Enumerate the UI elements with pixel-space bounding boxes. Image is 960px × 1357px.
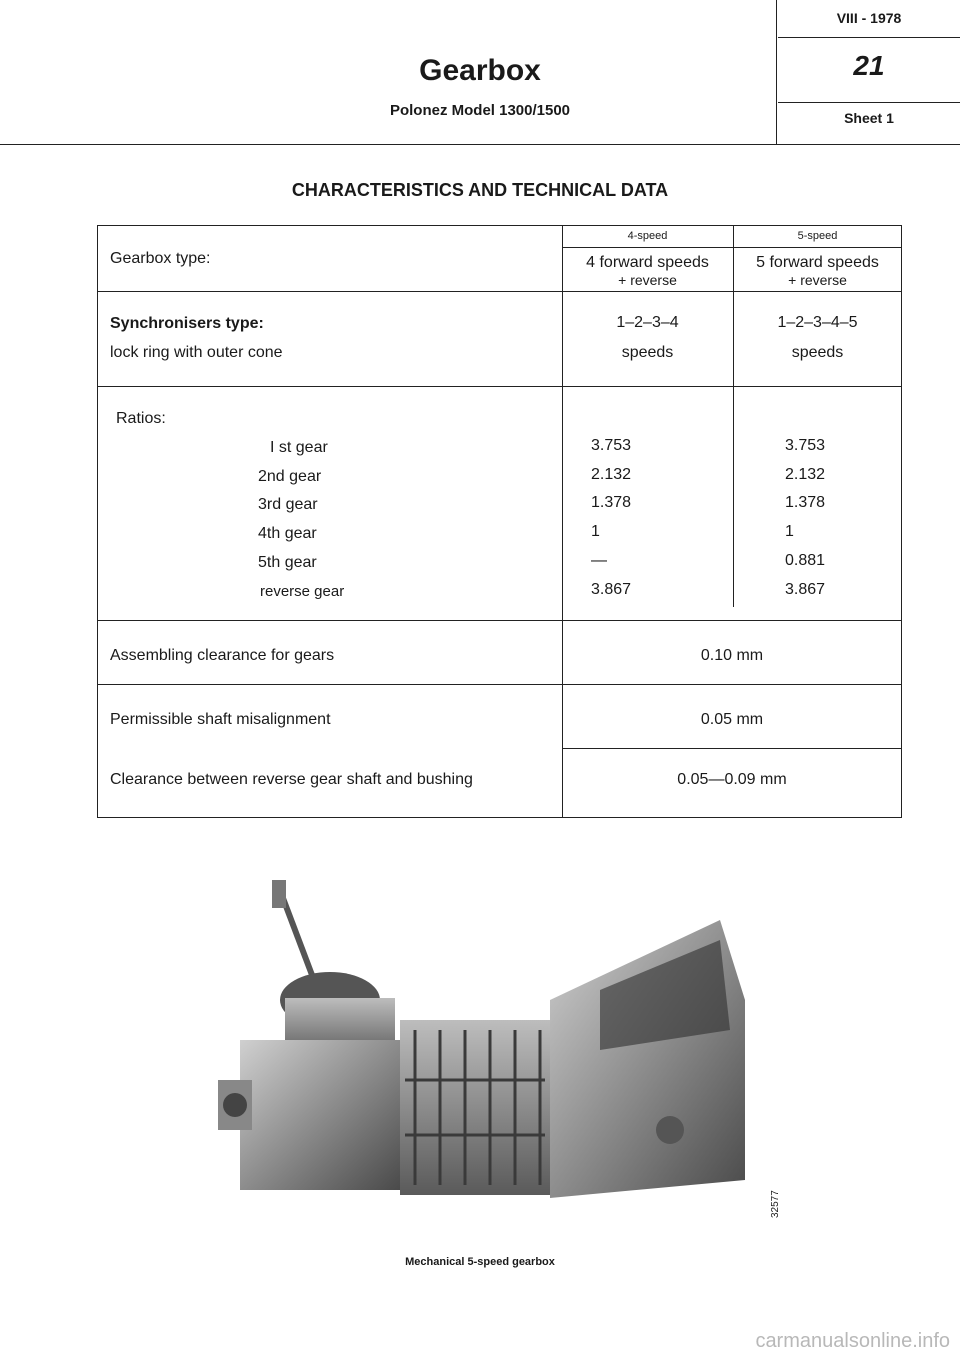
gearbox-type-4speed-reverse: + reverse (618, 272, 677, 288)
table-row-divider (97, 620, 902, 621)
gearbox-type-5speed: 5 forward speeds (756, 254, 879, 271)
synchronisers-sublabel: lock ring with outer cone (110, 344, 283, 361)
page-title: Gearbox (419, 54, 541, 87)
ratio-gear: 5th gear (258, 554, 317, 571)
ratio-gear: reverse gear (260, 583, 345, 600)
reverse-clearance-value: 0.05—0.09 mm (677, 771, 787, 788)
gearbox-photo (200, 880, 760, 1210)
ratio-4speed: 3.867 (591, 581, 632, 598)
ratio-gear: 3rd gear (258, 496, 318, 513)
section-number: 21 (853, 50, 885, 81)
ratio-gear: 4th gear (258, 525, 317, 542)
table-row-divider (97, 291, 902, 292)
assembling-clearance-label: Assembling clearance for gears (110, 647, 335, 664)
table-row-divider (562, 748, 902, 749)
synchronisers-4speed: 1–2–3–4 (616, 314, 679, 331)
ratio-5speed: 3.753 (785, 437, 826, 454)
ratio-4speed: 1 (591, 523, 600, 540)
ratio-4speed: 2.132 (591, 466, 632, 483)
sheet-label: Sheet 1 (844, 110, 894, 126)
photo-reference-number: 32577 (770, 1190, 781, 1218)
reverse-clearance-label: Clearance between reverse gear shaft and bushing (110, 771, 473, 788)
shaft-misalignment-value: 0.05 mm (700, 711, 764, 728)
page-subtitle: Polonez Model 1300/1500 (389, 102, 571, 119)
ratio-5speed: 1 (785, 523, 794, 540)
gearbox-type-5speed-reverse: + reverse (788, 272, 847, 288)
ratio-5speed: 2.132 (785, 466, 826, 483)
table-row-divider (97, 386, 902, 387)
ratios-label: Ratios: (116, 410, 166, 427)
table-row-divider (562, 247, 902, 248)
shaft-misalignment-label: Permissible shaft misalignment (110, 711, 331, 728)
header-divider (778, 37, 960, 38)
ratio-5speed: 0.881 (785, 552, 826, 569)
gearbox-type-4speed: 4 forward speeds (586, 254, 709, 271)
synchronisers-5speed-unit: speeds (791, 344, 844, 361)
synchronisers-4speed-unit: speeds (621, 344, 674, 361)
ratio-4speed: 1.378 (591, 494, 632, 511)
synchronisers-label: Synchronisers type: (110, 315, 264, 332)
ratio-gear: 2nd gear (258, 468, 322, 485)
watermark: carmanualsonline.info (755, 1330, 950, 1352)
synchronisers-5speed: 1–2–3–4–5 (777, 314, 858, 331)
ratio-4speed: 3.753 (591, 437, 632, 454)
col-header-5speed: 5-speed (797, 230, 838, 242)
header-vertical-rule (776, 0, 777, 145)
section-code: VIII - 1978 (836, 10, 902, 26)
col-header-4speed: 4-speed (627, 230, 668, 242)
table-row-divider (97, 684, 902, 685)
section-heading: CHARACTERISTICS AND TECHNICAL DATA (291, 180, 669, 200)
header-rule (0, 144, 960, 145)
ratio-5speed: 3.867 (785, 581, 826, 598)
assembling-clearance-value: 0.10 mm (700, 647, 764, 664)
ratio-gear: I st gear (270, 439, 328, 456)
gearbox-type-label: Gearbox type: (110, 250, 211, 267)
ratio-4speed: — (591, 552, 607, 569)
figure-caption: Mechanical 5-speed gearbox (405, 1256, 555, 1268)
header-divider (778, 102, 960, 103)
ratio-5speed: 1.378 (785, 494, 826, 511)
